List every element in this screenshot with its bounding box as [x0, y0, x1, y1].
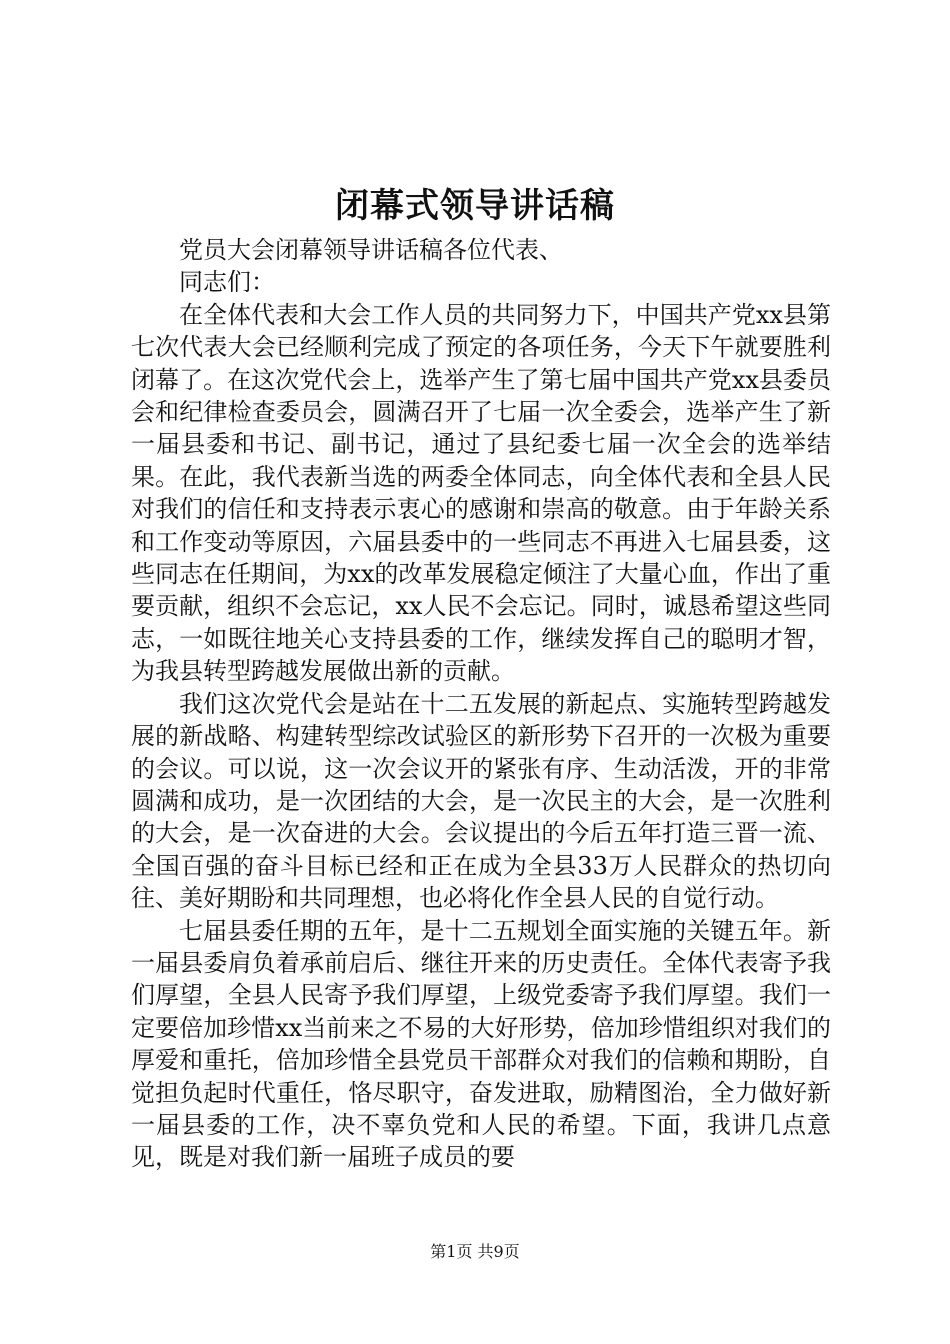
document-body: [131, 234, 831, 1174]
page-footer: 第1页 共9页: [430, 1242, 520, 1261]
paragraph-1: 在全体代表和大会工作人员的共同努力下，中国共产党xx县第七次代表大会已经顺利完成了预定的各项任务，今天下午就要胜利闭幕了。在这次党代会上，选举产生了第七届中国共产党xx县委员会和纪律检查委员会，圆满召开了七届一次全委会，选举产生了新一届县委和书记、副书记，通过了县纪委七届一次全会的选举结果。在此，我代表新当选的两委全体同志，向全体代表和全县人民对我们的信任和支持表示衷心的感谢和崇高的敬意。由于年龄关系和工作变动等原因，六届县委中的一些同志不再进入七届县委，这些同志在任期间，为xx的改革发展稳定倾注了大量心血，作出了重要贡献，组织不会忘记，xx人民不会忘记。同时，诚恳希望这些同志，一如既往地关心支持县委的工作，继续发挥自己的聪明才智，为我县转型跨越发展做出新的贡献。: [131, 300, 831, 686]
paragraph-3: 七届县委任期的五年，是十二五规划全面实施的关键五年。新一届县委肩负着承前启后、继往开来的历史责任。全体代表寄予我们厚望，全县人民寄予我们厚望，上级党委寄予我们厚望。我们一定要倍加珍惜xx当前来之不易的大好形势，倍加珍惜组织对我们的厚爱和重托，倍加珍惜全县党员干部群众对我们的信赖和期盼，自觉担负起时代重任，恪尽职守，奋发进取，励精图治，全力做好新一届县委的工作，决不辜负党和人民的希望。下面，我讲几点意见，既是对我们新一届班子成员的要: [131, 916, 831, 1172]
paragraph-2: 我们这次党代会是站在十二五发展的新起点、实施转型跨越发展的新战略、构建转型综改试验区的新形势下召开的一次极为重要的会议。可以说，这一次会议开的紧张有序、生动活泼，开的非常圆满和成功，是一次团结的大会，是一次民主的大会，是一次胜利的大会，是一次奋进的大会。会议提出的今后五年打造三晋一流、全国百强的奋斗目标已经和正在成为全县33万人民群众的热切向往、美好期盼和共同理想，也必将化作全县人民的自觉行动。: [131, 689, 831, 913]
document-title: 闭幕式领导讲话稿: [335, 186, 615, 226]
paragraph-salutation-2: 同志们：: [179, 268, 275, 297]
paragraph-salutation-1: 党员大会闭幕领导讲话稿各位代表、: [179, 236, 563, 264]
